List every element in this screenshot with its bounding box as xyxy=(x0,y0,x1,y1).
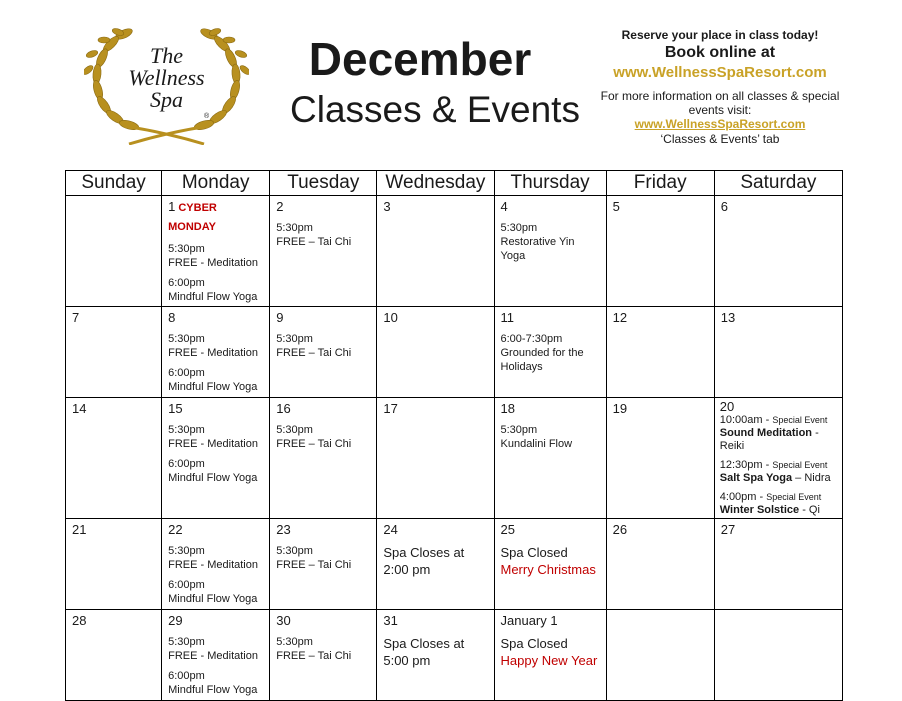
day-cell xyxy=(714,196,842,307)
weekday-header: Saturday xyxy=(714,171,842,196)
event-time: 5:30pm xyxy=(168,545,205,557)
day-number: January 1 xyxy=(500,613,558,628)
day-cell xyxy=(494,196,606,307)
week-row xyxy=(66,519,843,610)
day-cell xyxy=(606,307,714,398)
classes-events-tab-text: ‘Classes & Events’ tab xyxy=(660,132,780,146)
day-number: 20 xyxy=(719,399,735,414)
event-time: 5:30pm xyxy=(276,424,313,436)
website-link[interactable]: www.WellnessSpaResort.com xyxy=(613,64,827,81)
day-cell xyxy=(66,610,162,701)
event xyxy=(168,635,263,663)
day-number: 4 xyxy=(500,199,508,214)
event-time-line xyxy=(720,414,837,427)
day-cell xyxy=(606,398,714,519)
day-number: 6 xyxy=(720,199,728,214)
day-cell xyxy=(270,610,377,701)
day-number: 24 xyxy=(383,522,398,537)
event-time: 5:30pm xyxy=(168,424,205,436)
event-name: FREE – Tai Chi xyxy=(276,559,352,571)
special-event xyxy=(720,459,837,485)
logo-text-the: The xyxy=(150,43,183,68)
special-event xyxy=(720,491,837,517)
event-name: Winter Solstice xyxy=(719,504,800,516)
event-time: 5:30pm xyxy=(276,222,313,234)
event-time: 5:30pm xyxy=(500,222,538,234)
closure-text: Spa Closed xyxy=(500,545,568,560)
event-time: 10:00am - xyxy=(719,414,770,426)
day-cell xyxy=(162,398,270,519)
day-number: 9 xyxy=(276,310,284,325)
logo-text-wellness: Wellness xyxy=(128,65,205,90)
day-number: 11 xyxy=(500,310,514,325)
event-time-line xyxy=(720,459,837,472)
event xyxy=(168,332,263,360)
event xyxy=(168,669,263,697)
svg-text:®: ® xyxy=(204,113,210,120)
event xyxy=(168,366,263,394)
event-time: 5:30pm xyxy=(276,545,313,557)
week-row xyxy=(66,196,843,307)
page-title: December xyxy=(308,33,532,85)
day-number: 13 xyxy=(720,310,736,325)
weekday-header: Sunday xyxy=(66,171,162,196)
event xyxy=(501,423,600,451)
weekday-header: Monday xyxy=(162,171,270,196)
event xyxy=(168,276,263,304)
event-extra: -Reiki xyxy=(719,427,819,452)
day-number: 8 xyxy=(168,310,176,325)
event-name: Mindful Flow Yoga xyxy=(168,291,258,303)
week-row xyxy=(66,610,843,701)
event xyxy=(168,544,263,572)
day-cell xyxy=(377,610,494,701)
event-time: 5:30pm xyxy=(168,333,205,345)
day-number: 7 xyxy=(72,310,80,325)
event-name: Salt Spa Yoga xyxy=(719,472,793,484)
day-number: 19 xyxy=(612,401,628,416)
reserve-text: Reserve your place in class today! xyxy=(621,28,819,42)
weekday-header: Tuesday xyxy=(270,171,377,196)
event-time: 5:30pm xyxy=(276,636,313,648)
day-cell xyxy=(606,519,714,610)
event-name-line xyxy=(720,504,837,517)
day-cell xyxy=(270,519,377,610)
day-number: 1 xyxy=(168,199,176,214)
day-number: 16 xyxy=(276,401,291,416)
day-cell xyxy=(162,307,270,398)
event-name: FREE – Tai Chi xyxy=(276,438,352,450)
closure-note: Spa Closes at 5:00 pm xyxy=(383,636,465,668)
day-cell xyxy=(377,519,494,610)
day-cell xyxy=(714,307,842,398)
event-time: 5:30pm xyxy=(500,424,538,436)
special-event-label: Special Event xyxy=(766,492,822,502)
event-name: FREE - Meditation xyxy=(168,559,258,571)
page-subtitle: Classes & Events xyxy=(290,89,580,130)
day-number: 27 xyxy=(720,522,736,537)
day-number: 31 xyxy=(383,613,398,628)
event-name: Mindful Flow Yoga xyxy=(168,472,258,484)
event xyxy=(276,221,370,249)
event xyxy=(276,544,370,572)
more-info-text: For more information on all classes & special events visit: xyxy=(600,89,840,117)
event-name: FREE - Meditation xyxy=(168,347,258,359)
weekday-header: Friday xyxy=(606,171,714,196)
logo-text-spa: Spa xyxy=(150,87,183,112)
event xyxy=(168,242,263,270)
event-extra: - Qi xyxy=(802,504,820,516)
event-name: Kundalini Flow xyxy=(500,438,573,450)
day-cell xyxy=(66,196,162,307)
calendar-grid xyxy=(65,170,843,701)
event-name: Restorative Yin Yoga xyxy=(500,236,575,262)
week-row xyxy=(66,307,843,398)
event-time: 6:00pm xyxy=(168,277,205,289)
day-number: 5 xyxy=(612,199,620,214)
day-cell xyxy=(377,307,494,398)
day-cell xyxy=(494,519,606,610)
special-event-label: Special Event xyxy=(772,460,828,470)
day-cell xyxy=(494,307,606,398)
day-number: 18 xyxy=(500,401,515,416)
book-online-text: Book online at xyxy=(664,44,776,61)
event-name-line xyxy=(720,427,837,453)
closure-text: Spa Closed xyxy=(500,636,568,651)
event xyxy=(276,635,370,663)
event-name: FREE – Tai Chi xyxy=(276,347,352,359)
event-time: 6:00pm xyxy=(168,367,205,379)
day-number: 3 xyxy=(383,199,391,214)
day-cell xyxy=(270,196,377,307)
closure-note xyxy=(501,635,600,669)
day-number-with-tag xyxy=(168,198,263,236)
event xyxy=(276,423,370,451)
event-name: Grounded for the Holidays xyxy=(500,347,584,373)
day-number: 10 xyxy=(383,310,398,325)
event-name: Mindful Flow Yoga xyxy=(168,593,258,605)
event xyxy=(168,457,263,485)
day-cell xyxy=(377,398,494,519)
weekday-header: Wednesday xyxy=(377,171,494,196)
day-cell xyxy=(714,610,842,701)
event-name: FREE - Meditation xyxy=(168,257,258,269)
day-number: 2 xyxy=(276,199,284,214)
day-cell xyxy=(494,610,606,701)
special-event-label: Special Event xyxy=(772,415,828,425)
wellness-spa-logo xyxy=(84,20,249,145)
day-number: 23 xyxy=(276,522,291,537)
day-number: 28 xyxy=(72,613,87,628)
weekday-header-row xyxy=(66,171,843,196)
day-cell xyxy=(66,519,162,610)
day-cell xyxy=(606,610,714,701)
week-row xyxy=(66,398,843,519)
day-number: 12 xyxy=(612,310,628,325)
event-name-line xyxy=(720,472,837,485)
day-number: 15 xyxy=(168,401,183,416)
day-cell xyxy=(162,610,270,701)
event xyxy=(168,423,263,451)
event-name: FREE - Meditation xyxy=(168,438,258,450)
day-cell xyxy=(66,307,162,398)
holiday-greeting: Merry Christmas xyxy=(500,562,596,577)
event-name: Sound Meditation xyxy=(719,427,813,439)
event xyxy=(168,578,263,606)
day-cell xyxy=(270,307,377,398)
event xyxy=(276,332,370,360)
event-time: 6:00pm xyxy=(168,579,205,591)
day-number: 25 xyxy=(500,522,515,537)
event-time: 5:30pm xyxy=(276,333,313,345)
day-cell xyxy=(162,519,270,610)
event-time: 6:00pm xyxy=(168,458,205,470)
event-time: 5:30pm xyxy=(168,243,205,255)
event-name: Mindful Flow Yoga xyxy=(168,381,258,393)
day-number: 21 xyxy=(72,522,87,537)
booking-info xyxy=(600,27,840,147)
event xyxy=(501,332,600,374)
event-time: 4:00pm - xyxy=(719,491,764,503)
event-name: Mindful Flow Yoga xyxy=(168,684,258,696)
day-cell xyxy=(494,398,606,519)
day-number: 17 xyxy=(383,401,398,416)
day-number: 22 xyxy=(168,522,183,537)
event-time: 6:00-7:30pm xyxy=(500,333,563,345)
website-link-small[interactable]: www.WellnessSpaResort.com xyxy=(634,117,806,131)
event xyxy=(501,221,600,263)
special-event xyxy=(720,414,837,453)
closure-note: Spa Closes at 2:00 pm xyxy=(383,545,465,577)
day-cell xyxy=(270,398,377,519)
event-extra: – Nidra xyxy=(795,472,831,484)
weekday-header: Thursday xyxy=(494,171,606,196)
holiday-greeting: Happy New Year xyxy=(500,653,598,668)
closure-note xyxy=(501,544,600,578)
day-number: 30 xyxy=(276,613,291,628)
day-number: 14 xyxy=(72,401,87,416)
day-cell xyxy=(714,519,842,610)
event-name: FREE – Tai Chi xyxy=(276,236,352,248)
day-cell xyxy=(377,196,494,307)
day-cell xyxy=(714,398,842,519)
day-number: 29 xyxy=(168,613,183,628)
event-time: 6:00pm xyxy=(168,670,205,682)
cyber-monday-tag: CYBER MONDAY xyxy=(168,202,217,233)
day-cell xyxy=(162,196,270,307)
event-time-line xyxy=(720,491,837,504)
event-name: FREE – Tai Chi xyxy=(276,650,352,662)
day-number: 26 xyxy=(612,522,628,537)
event-time: 12:30pm - xyxy=(719,459,770,471)
event-time: 5:30pm xyxy=(168,636,205,648)
day-cell xyxy=(66,398,162,519)
day-cell xyxy=(606,196,714,307)
event-name: FREE - Meditation xyxy=(168,650,258,662)
